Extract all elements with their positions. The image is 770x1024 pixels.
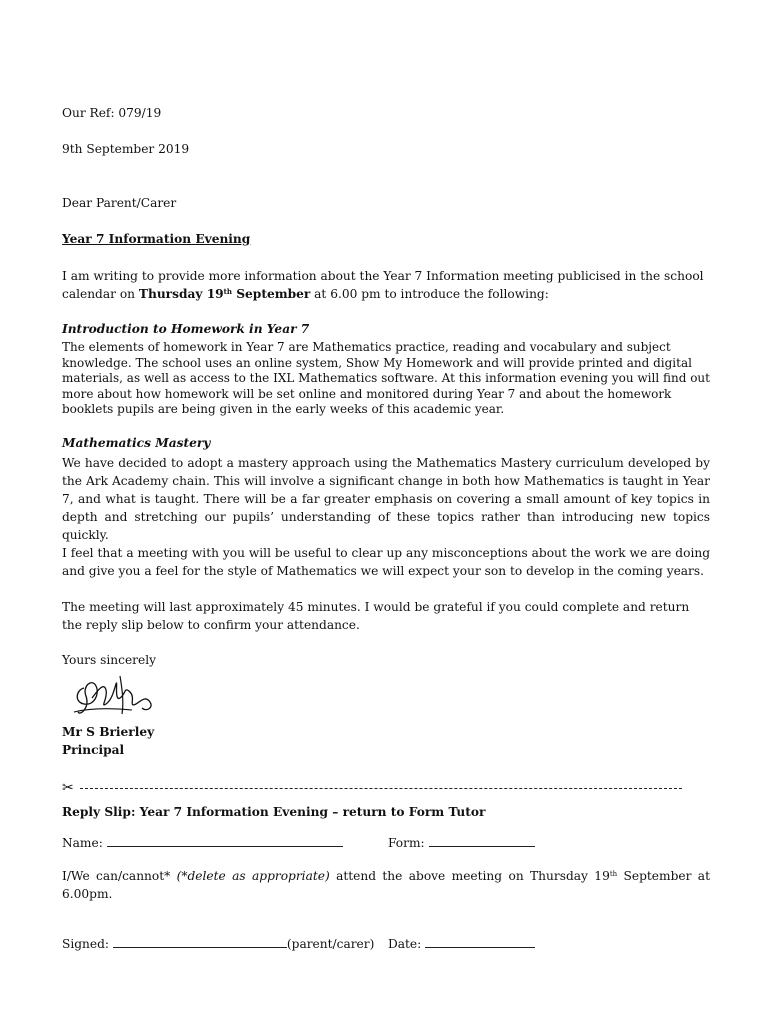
reply-name-label: Name: [62, 836, 103, 850]
meeting-paragraph: I feel that a meeting with you will be useful to clear up any misconceptions about the work we are doing and give you a feel for the style of Mathematics we will expect your son to develop in the coming years. [62, 546, 710, 578]
attendance-text-middle: attend the above meeting on Thursday 19 [329, 869, 610, 883]
signatory-name: Mr S Brierley [62, 725, 155, 739]
duration-paragraph: The meeting will last approximately 45 minutes. I would be grateful if you could complete and return the reply slip below to confirm your attendance. [62, 600, 690, 632]
mastery-section-body: We have decided to adopt a mastery approach using the Mathematics Mastery curriculum developed by the Ark Academy chain. This will involve a significant change in both how Mathematics is taught in Year 7, and what is taught. There will be a far greater emphasis on covering a small amount of key topics in depth and stretching our pupils’ understanding of these topics rather than introducing new topics quickly. [62, 456, 710, 542]
salutation: Dear Parent/Carer [62, 196, 177, 210]
letter-heading: Year 7 Information Evening [62, 232, 251, 246]
letter-date: 9th September 2019 [62, 142, 190, 156]
reply-attendance-paragraph [62, 867, 710, 903]
attendance-text-end: September at 6.00pm. [62, 869, 710, 901]
reply-signed-row [62, 936, 374, 951]
attendance-day-suffix: th [609, 870, 618, 878]
dashed-divider [80, 788, 682, 789]
intro-month: September [232, 287, 311, 301]
reply-signed-label: Signed: [62, 937, 110, 951]
reply-form-label: Form: [388, 836, 425, 850]
intro-day-suffix: th [223, 287, 232, 296]
attendance-text-start: I/We can/cannot* [62, 869, 177, 883]
reply-name-field[interactable] [107, 835, 343, 847]
intro-text-end: at 6.00 pm to introduce the following: [310, 287, 549, 301]
reply-form-field[interactable] [429, 835, 535, 847]
reply-date-field[interactable] [425, 936, 535, 948]
reply-slip-title: Reply Slip: Year 7 Information Evening – return to Form Tutor [62, 805, 486, 819]
mastery-section-title: Mathematics Mastery [62, 436, 211, 450]
reference-number: Our Ref: 079/19 [62, 106, 162, 120]
reply-form-row [388, 835, 535, 850]
signatory-title: Principal [62, 743, 125, 757]
closing-line: Yours sincerely [62, 653, 156, 667]
reply-date-row [388, 936, 535, 951]
reply-date-label: Date: [388, 937, 422, 951]
intro-day: Thursday 19 [138, 287, 224, 301]
scissors-icon: ✂ [62, 780, 74, 796]
intro-paragraph [62, 267, 710, 303]
homework-section-title: Introduction to Homework in Year 7 [62, 322, 310, 336]
reply-name-row [62, 835, 343, 850]
reply-signature-field[interactable] [113, 936, 287, 948]
reply-parent-label: (parent/carer) [286, 937, 375, 951]
intro-text-start: I am writing to provide more information about the Year 7 Information meeting publicised in the school calendar on [62, 269, 704, 301]
attendance-delete-note: (*delete as appropriate) [176, 869, 330, 883]
homework-section-body: The elements of homework in Year 7 are Mathematics practice, reading and vocabulary and subject knowledge. The school uses an online system, Show My Homework and will provide printed and digital materials, as well as access to the IXL Mathematics software. At this information evening you will find out more about how homework will be set online and monitored during Year 7 and about the homework booklets pupils are being given in the early weeks of this academic year. [62, 340, 710, 417]
handwritten-signature [70, 668, 160, 722]
cut-line [62, 779, 682, 797]
